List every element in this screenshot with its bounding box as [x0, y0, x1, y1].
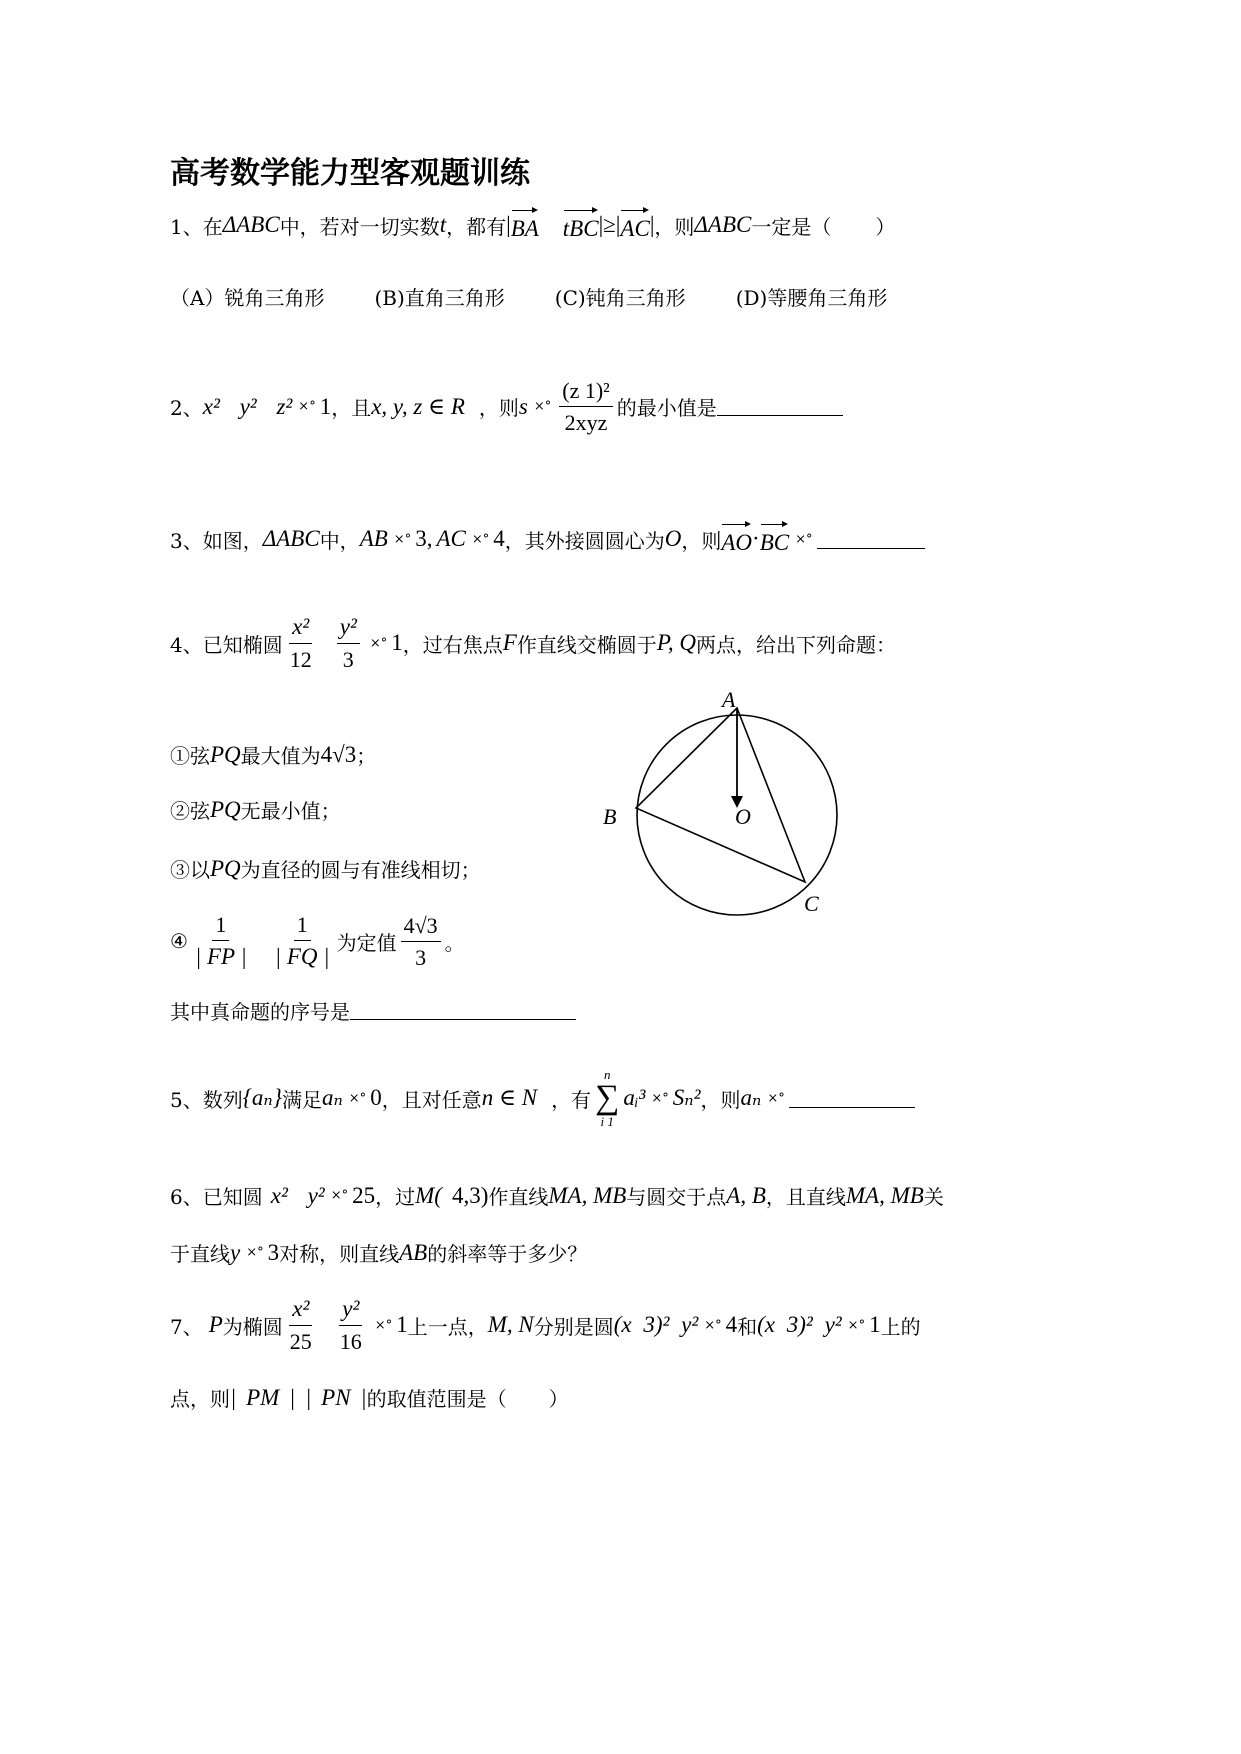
option-a: （A）锐角三角形 — [170, 286, 325, 310]
vector-t-bc: tBC — [563, 208, 599, 242]
question-1: 1、 在 ΔABC 中，若对一切实数 t ，都有 | BA tBC |≥| AC | ，则 ΔABC 一定是（ ） — [170, 208, 895, 242]
question-5: 5、 数列 {aₙ} 满足 aₙ ×° 0 ，且对任意 n ∈ N ，有 n ∑ i 1 aᵢ³ ×° Sₙ² ，则 aₙ ×° — [170, 1068, 915, 1128]
page-title: 高考数学能力型客观题训练 — [170, 156, 530, 191]
vector-ac: AC — [620, 208, 649, 242]
answer-blank[interactable] — [817, 530, 925, 549]
question-3: 3、 如图， ΔABC 中， AB ×° 3, AC ×° 4 ，其外接圆圆心为 O ，则 AO · BC ×° — [170, 522, 925, 556]
answer-blank[interactable] — [717, 397, 843, 416]
summation: n ∑ i 1 — [595, 1067, 620, 1129]
question-2: 2、 x² y² z² ×° 1 ，且 x, y, z ∈ R ，则 s ×° $\frac{\text{(z 1)²}}{\text{2xyz}}$ 的最小值是 — [170, 378, 843, 436]
statement-4: ④ $\frac{1}{| FP |}$ $\frac{1}{| FQ |}$ 为定值 $\frac{4√3}{3}$ 。 — [170, 912, 465, 970]
question-6-cont: 于直线 y ×° 3 对称，则直线 AB 的斜率等于多少？ — [170, 1239, 588, 1266]
fraction: $\frac{\text{(z 1)²}}{\text{2xyz}}$ — [559, 378, 613, 436]
vector-bc: BC — [760, 522, 789, 556]
label-a: A — [722, 687, 736, 712]
statement-1: ①弦 PQ 最大值为 4√3 ； — [170, 741, 377, 768]
vector-ba: BA — [511, 208, 539, 242]
question-6: 6、 已知圆 x² y² ×° 25 ，过 M( 4,3) 作直线 MA, MB 与圆交于点 A, B ，且直线 MA, MB 关 — [170, 1182, 944, 1209]
label-o: O — [735, 804, 751, 829]
option-d: (D)等腰角三角形 — [735, 286, 888, 310]
statement-2: ②弦 PQ 无最小值； — [170, 796, 341, 823]
question-4: 4、 已知椭圆 $\frac{\text{x²}}{12}$ $\frac{\text{y²}}{3}$ ×° 1 ，过右焦点 F 作直线交椭圆于 P, Q 两点，给出下列命题： — [170, 614, 897, 673]
question-7-cont: 点，则 | PM | | PN | 的取值范围是（ ） — [170, 1384, 569, 1411]
triangle-abc — [636, 708, 805, 882]
answer-blank[interactable] — [350, 1001, 576, 1020]
answer-line: 其中真命题的序号是 — [170, 996, 576, 1025]
label-b: B — [603, 804, 617, 829]
circumcircle-figure — [600, 686, 860, 922]
label-c: C — [804, 891, 819, 916]
question-1-options — [170, 282, 937, 311]
question-7: 7、 P 为椭圆 $\frac{\text{x²}}{25}$ $\frac{\text{y²}}{16}$ ×° 1 上一点， M, N 分别是圆 (x 3)² y² ×° 4 和 (x 3)² y² ×° 1 上的 — [170, 1296, 921, 1355]
answer-blank[interactable] — [789, 1089, 915, 1108]
vector-ao: AO — [721, 522, 752, 556]
statement-3: ③以 PQ 为直径的圆与有准线相切； — [170, 855, 481, 882]
option-b: (B)直角三角形 — [374, 286, 505, 310]
option-c: (C)钝角三角形 — [554, 286, 686, 310]
